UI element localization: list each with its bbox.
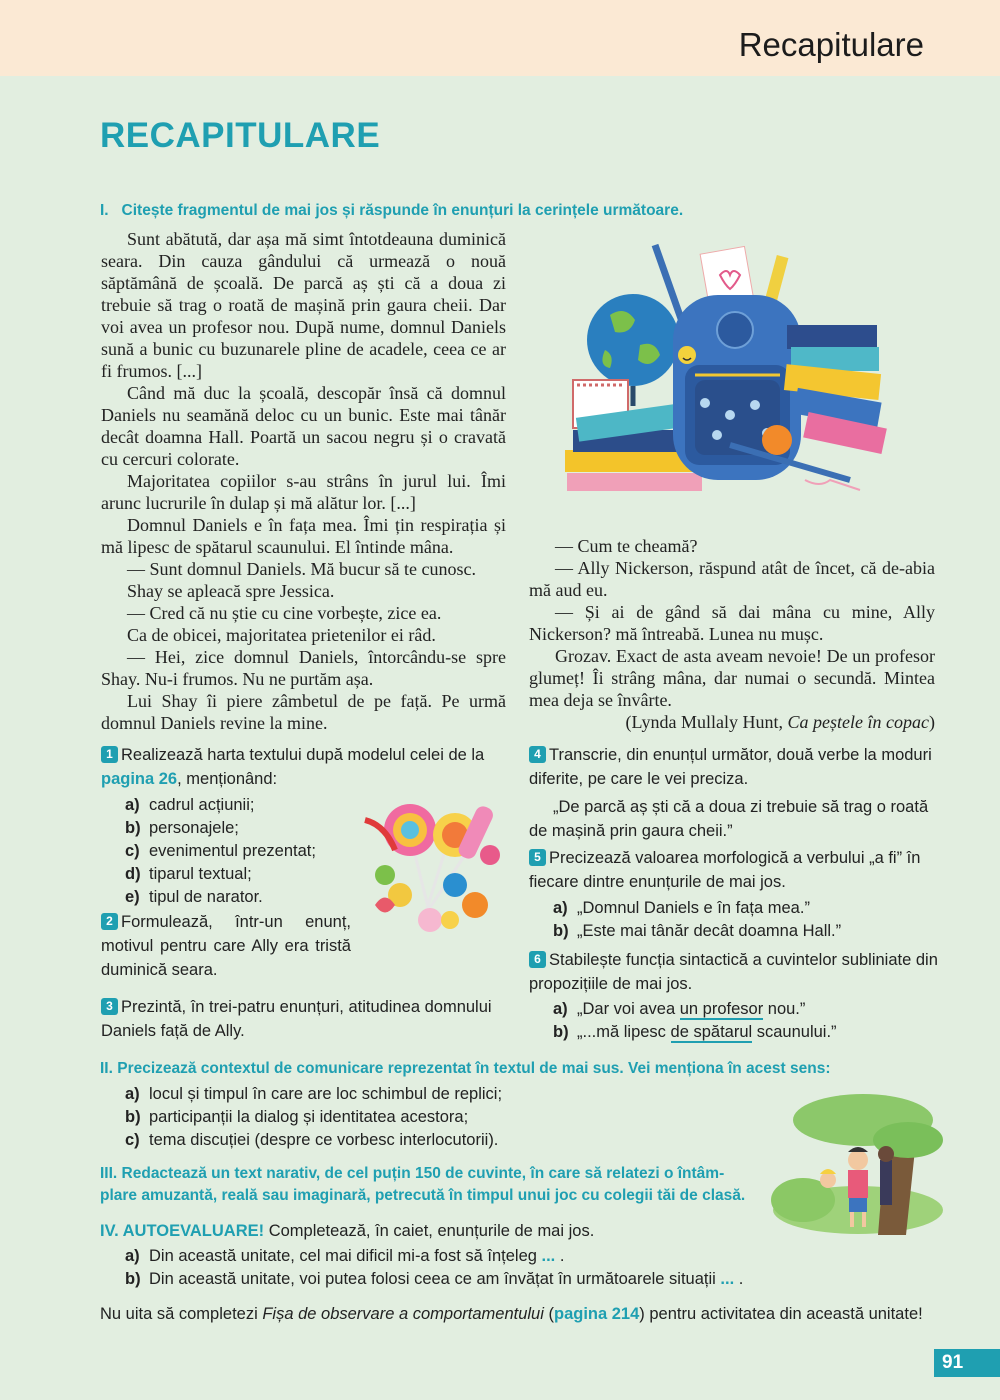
list-item: c) evenimentul prezentat; <box>125 842 316 860</box>
fragment-paragraph: Ca de obicei, majoritatea prietenilor ei râd. <box>127 625 436 645</box>
list-item: b) participanții la dialog și identitatea acestora; <box>125 1108 469 1126</box>
page-link[interactable]: pagina 26 <box>101 770 178 788</box>
question-4: 4 Transcrie, din enunțul următor, două verbe la moduri diferite, pe care le vei preciza. <box>529 746 932 788</box>
underlined-word: de spătarul <box>670 1023 753 1041</box>
list-item: b) „Este mai tânăr decât doamna Hall.” <box>553 922 842 940</box>
list-item: b) Din această unitate, voi putea folosi ceea ce am învățat în următoarele situații ... . <box>125 1270 744 1288</box>
fragment-source: (Lynda Mullaly Hunt, Ca peștele în copac) <box>625 712 935 732</box>
page-title: RECAPITULARE <box>100 116 381 155</box>
fragment-paragraph: — Ally Nickerson, răspund atât de încet, că de-abia mă aud eu. <box>529 558 935 600</box>
fragment-paragraph: Lui Shay îi piere zâmbetul de pe față. Pe urmă domnul Daniels revine la mine. <box>101 691 506 733</box>
question-number: 6 <box>529 951 546 968</box>
fragment-paragraph: Shay se apleacă spre Jessica. <box>127 581 335 601</box>
question-1: 1 Realizează harta textului după modelul celei de la pagina 26, menționând: <box>101 746 485 788</box>
list-item: e) tipul de narator. <box>125 888 263 906</box>
fragment-paragraph: Grozav. Exact de asta aveam nevoie! De un profesor glumeț! Îi strâng mâna, dar numai o secundă. Mintea mea deja se învârte. <box>529 646 935 710</box>
list-item: a) „Dar voi avea un profesor nou.” <box>553 1000 806 1018</box>
fragment-paragraph: — Sunt domnul Daniels. Mă bucur să te cunosc. <box>127 559 476 579</box>
header-band <box>0 0 1000 76</box>
section4: IV. AUTOEVALUARE! Completează, în caiet, enunțurile de mai jos. <box>100 1222 595 1240</box>
section1-instruction: Citește fragmentul de mai jos și răspunde în enunțuri la cerințele următoare. <box>121 202 684 219</box>
fragment-paragraph: Când mă duc la școală, descopăr însă că domnul Daniels nu seamănă deloc cu un bunic. Este mai tânăr decât doamna Hall. Poartă un sacou negru și o cravată cu cercuri colorate. <box>101 383 506 469</box>
question-number: 3 <box>101 998 118 1015</box>
page-link[interactable]: pagina 214 <box>553 1305 640 1323</box>
fragment-paragraph: — Hei, zice domnul Daniels, întorcându-se spre Shay. Nu-i frumos. Nu ne purtăm așa. <box>101 647 506 689</box>
list-item: c) tema discuției (despre ce vorbesc interlocutorii). <box>125 1131 499 1149</box>
question-6-items <box>553 998 933 1044</box>
list-item: a) cadrul acțiunii; <box>125 796 255 814</box>
fragment-paragraph: — Cred că nu știe cu cine vorbește, zice ea. <box>127 603 442 623</box>
question-6: 6 Stabilește funcția sintactică a cuvintelor subliniate din propozițiile de mai jos. <box>529 951 938 993</box>
section2-items <box>125 1083 745 1152</box>
fragment-left-column <box>101 228 506 734</box>
list-item: a) „Domnul Daniels e în fața mea.” <box>553 899 810 917</box>
fragment-right-column <box>529 535 935 733</box>
question-5: 5 Precizează valoarea morfologică a verbului „a fi” în fiecare dintre enunțurile de mai jos. <box>529 849 921 891</box>
question-3: 3 Prezintă, în trei-patru enunțuri, atitudinea domnului Daniels față de Ally. <box>101 998 492 1040</box>
question-4-quote: „De parcă aș ști că a doua zi trebuie să trag o roată de mașină prin gaura cheii.” <box>529 798 929 840</box>
page-number-badge <box>934 1349 1000 1377</box>
section4-items <box>125 1245 925 1291</box>
section1-label: I. <box>100 202 109 219</box>
footer-note: Nu uita să completezi Fișa de observare a comportamentului (pagina 214) pentru activitatea din această unitate! <box>100 1305 923 1323</box>
fragment-paragraph: Majoritatea copiilor s-au strâns în jurul lui. Îmi arunc lucrurile în dulap și mă alătur lor. [...] <box>101 471 506 513</box>
fragment-paragraph: Domnul Daniels e în fața mea. Îmi țin respirația și mă lipesc de spătarul scaunului. El întinde mâna. <box>101 515 506 557</box>
section2-heading: II. Precizează contextul de comunicare reprezentat în textul de mai sus. Vei menționa în acest sens: <box>100 1060 831 1077</box>
section3-heading: III. Redactează un text narativ, de cel puțin 150 de cuvinte, în care să relatezi o întâm- plare amuzantă, reală sau imaginară, petrecută în timpul unui joc cu colegii tăi de clasă. <box>100 1165 746 1204</box>
question-number: 4 <box>529 746 546 763</box>
question-2: 2 Formulează, într-un enunț, motivul pentru care Ally era tristă duminică seara. <box>101 913 351 979</box>
list-item: a) Din această unitate, cel mai dificil mi-a fost să înțeleg ... . <box>125 1247 565 1265</box>
question-1-items <box>125 794 365 909</box>
fragment-paragraph: Sunt abătută, dar așa mă simt întotdeauna duminică seara. Din cauza gândului că urmează o nouă săptămână de școală. De parcă aș ști că a doua zi trebuie să trag o roată de mașină prin gaura cheii. Dar voi avea un profesor nou. După nume, domnul Daniels sună a bunic cu buzunarele pline de acadele, ceea ce ar fi frumos. [...] <box>101 229 506 381</box>
school-supplies-illustration <box>555 235 890 505</box>
kids-tree-illustration <box>768 1090 943 1235</box>
candy-illustration <box>355 795 510 935</box>
page-number: 91 <box>942 1352 964 1373</box>
question-number: 1 <box>101 746 118 763</box>
fragment-paragraph: — Cum te cheamă? <box>555 536 698 556</box>
underlined-word: un profesor <box>679 1000 764 1018</box>
question-number: 5 <box>529 849 546 866</box>
list-item: d) tiparul textual; <box>125 865 252 883</box>
list-item: a) locul și timpul în care are loc schimbul de replici; <box>125 1085 503 1103</box>
section4-heading: IV. AUTOEVALUARE! <box>100 1222 265 1240</box>
question-5-items <box>553 897 933 943</box>
fragment-paragraph: — Și ai de gând să dai mâna cu mine, Ally Nickerson? mă întreabă. Lunea nu mușc. <box>529 602 935 644</box>
list-item: b) „...mă lipesc de spătarul scaunului.” <box>553 1023 837 1041</box>
section1-heading <box>100 200 940 222</box>
question-number: 2 <box>101 913 118 930</box>
list-item: b) personajele; <box>125 819 239 837</box>
header-title: Recapitulare <box>738 26 924 63</box>
